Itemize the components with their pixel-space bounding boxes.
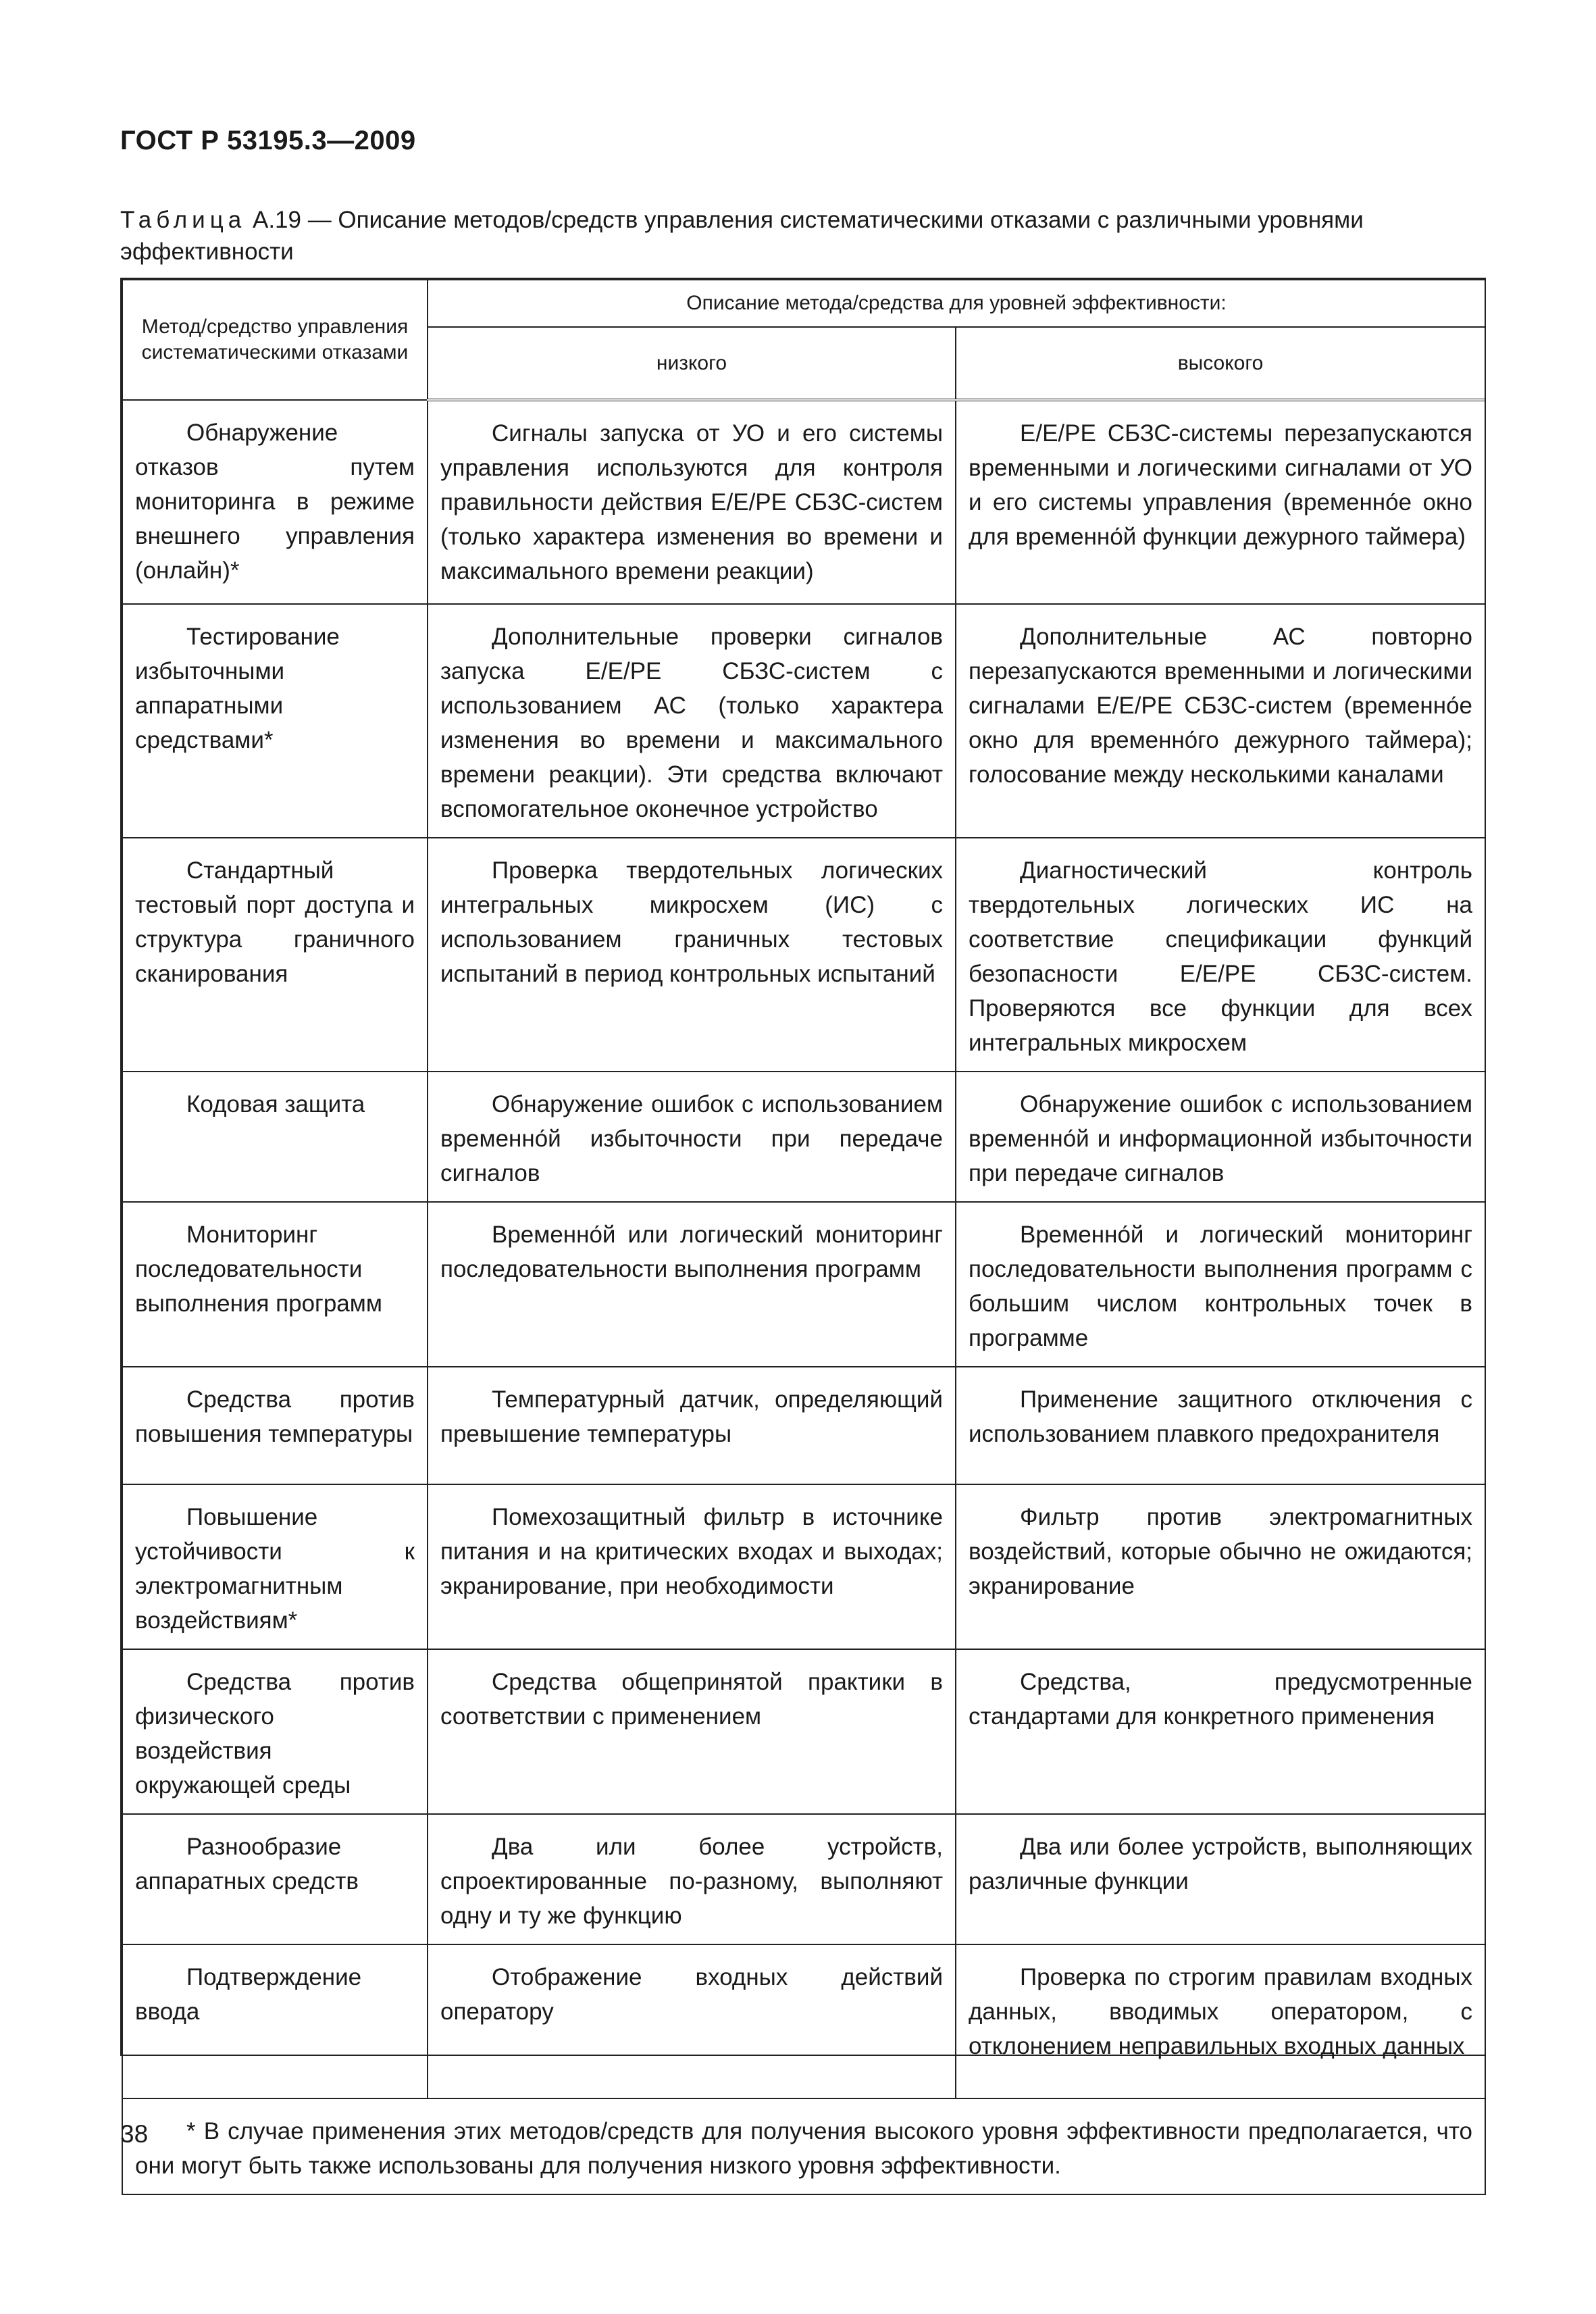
cell-method: Подтверждение ввода [122, 1944, 428, 2098]
cell-high: Два или более устройств, выполняющих различные функции [956, 1814, 1485, 1944]
cell-method: Тестирование избыточными аппаратными средствами* [122, 604, 428, 838]
cell-method: Мониторинг последовательности выполнения программ [122, 1202, 428, 1367]
cell-low: Обнаружение ошибок с использованием временно́й избыточности при передаче сигналов [428, 1072, 956, 1202]
cell-method: Средства против повышения температуры [122, 1367, 428, 1484]
cell-high: Временно́й и логический мониторинг последовательности выполнения программ с большим числом контрольных точек в программе [956, 1202, 1485, 1367]
cell-method: Обнаружение отказов путем мониторинга в режиме внешнего управления (онлайн)* [122, 400, 428, 604]
table-row [122, 1814, 1485, 1944]
cell-low: Сигналы запуска от УО и его системы управления используются для контроля правильности действия Е/Е/РЕ СБЗС-систем (только характера изменения во времени и максимального времени реакции) [428, 400, 956, 604]
table-caption-text: — Описание методов/средств управления систематическими отказами с различными уровнями эффективности [120, 207, 1364, 265]
table-row [122, 1367, 1485, 1484]
table-caption [120, 204, 1485, 268]
table-row [122, 1072, 1485, 1202]
document-header: ГОСТ Р 53195.3—2009 [120, 126, 416, 155]
column-group-header-efficiency: Описание метода/средства для уровней эффективности: [428, 280, 1485, 327]
table-row [122, 604, 1485, 838]
cell-low: Температурный датчик, определяющий превышение температуры [428, 1367, 956, 1484]
cell-low: Отображение входных действий оператору [428, 1944, 956, 2098]
cell-low: Помехозащитный фильтр в источнике питания и на критических входах и выходах; экранирование, при необходимости [428, 1484, 956, 1649]
cell-high: Обнаружение ошибок с использованием временно́й и информационной избыточности при передаче сигналов [956, 1072, 1485, 1202]
table-footnote: * В случае применения этих методов/средств для получения высокого уровня эффективности предполагается, что они могут быть также использованы для получения низкого уровня эффективности. [122, 2098, 1485, 2194]
table-caption-number: А.19 [252, 207, 301, 233]
cell-low: Временно́й или логический мониторинг последовательности выполнения программ [428, 1202, 956, 1367]
cell-high: Дополнительные АС повторно перезапускаются временными и логическими сигналами Е/Е/РЕ СБЗС-систем (временно́е окно для временно́го дежурного таймера); голосование между несколькими каналами [956, 604, 1485, 838]
table-row [122, 1484, 1485, 1649]
table-row [122, 1944, 1485, 2098]
page-number: 38 [120, 2120, 149, 2148]
table-caption-label: Таблица [120, 207, 247, 233]
cell-method: Стандартный тестовый порт доступа и структура граничного сканирования [122, 838, 428, 1072]
cell-high: Средства, предусмотренные стандартами для конкретного применения [956, 1649, 1485, 1814]
column-header-low: низкого [428, 327, 956, 400]
cell-high: Проверка по строгим правилам входных данных, вводимых оператором, с отклонением неправильных входных данных [956, 1944, 1485, 2098]
cell-method: Повышение устойчивости к электромагнитным воздействиям* [122, 1484, 428, 1649]
footnote-row [122, 2098, 1485, 2194]
table-row [122, 400, 1485, 604]
column-header-high: высокого [956, 327, 1485, 400]
cell-high: Е/Е/РЕ СБЗС-системы перезапускаются временными и логическими сигналами от УО и его системы управления (временно́е окно для временно́й функции дежурного таймера) [956, 400, 1485, 604]
cell-high: Диагностический контроль твердотельных логических ИС на соответствие спецификации функций безопасности Е/Е/РЕ СБЗС-систем. Проверяются все функции для всех интегральных микросхем [956, 838, 1485, 1072]
table-row [122, 838, 1485, 1072]
cell-low: Средства общепринятой практики в соответствии с применением [428, 1649, 956, 1814]
cell-low: Дополнительные проверки сигналов запуска Е/Е/РЕ СБЗС-систем с использованием АС (только характера изменения во времени и максимального времени реакции). Эти средства включают вспомогательное оконечное устройство [428, 604, 956, 838]
cell-high: Применение защитного отключения с использованием плавкого предохранителя [956, 1367, 1485, 1484]
cell-method: Разнообразие аппаратных средств [122, 1814, 428, 1944]
methods-table [122, 279, 1486, 2195]
column-header-method: Метод/средство управления систематическими отказами [122, 280, 428, 400]
table-row [122, 1649, 1485, 1814]
cell-high: Фильтр против электромагнитных воздействий, которые обычно не ожидаются; экранирование [956, 1484, 1485, 1649]
table-row [122, 1202, 1485, 1367]
cell-method: Средства против физического воздействия окружающей среды [122, 1649, 428, 1814]
cell-method: Кодовая защита [122, 1072, 428, 1202]
cell-low: Проверка твердотельных логических интегральных микросхем (ИС) с использованием граничных тестовых испытаний в период контрольных испытаний [428, 838, 956, 1072]
cell-low: Два или более устройств, спроектированные по-разному, выполняют одну и ту же функцию [428, 1814, 956, 1944]
